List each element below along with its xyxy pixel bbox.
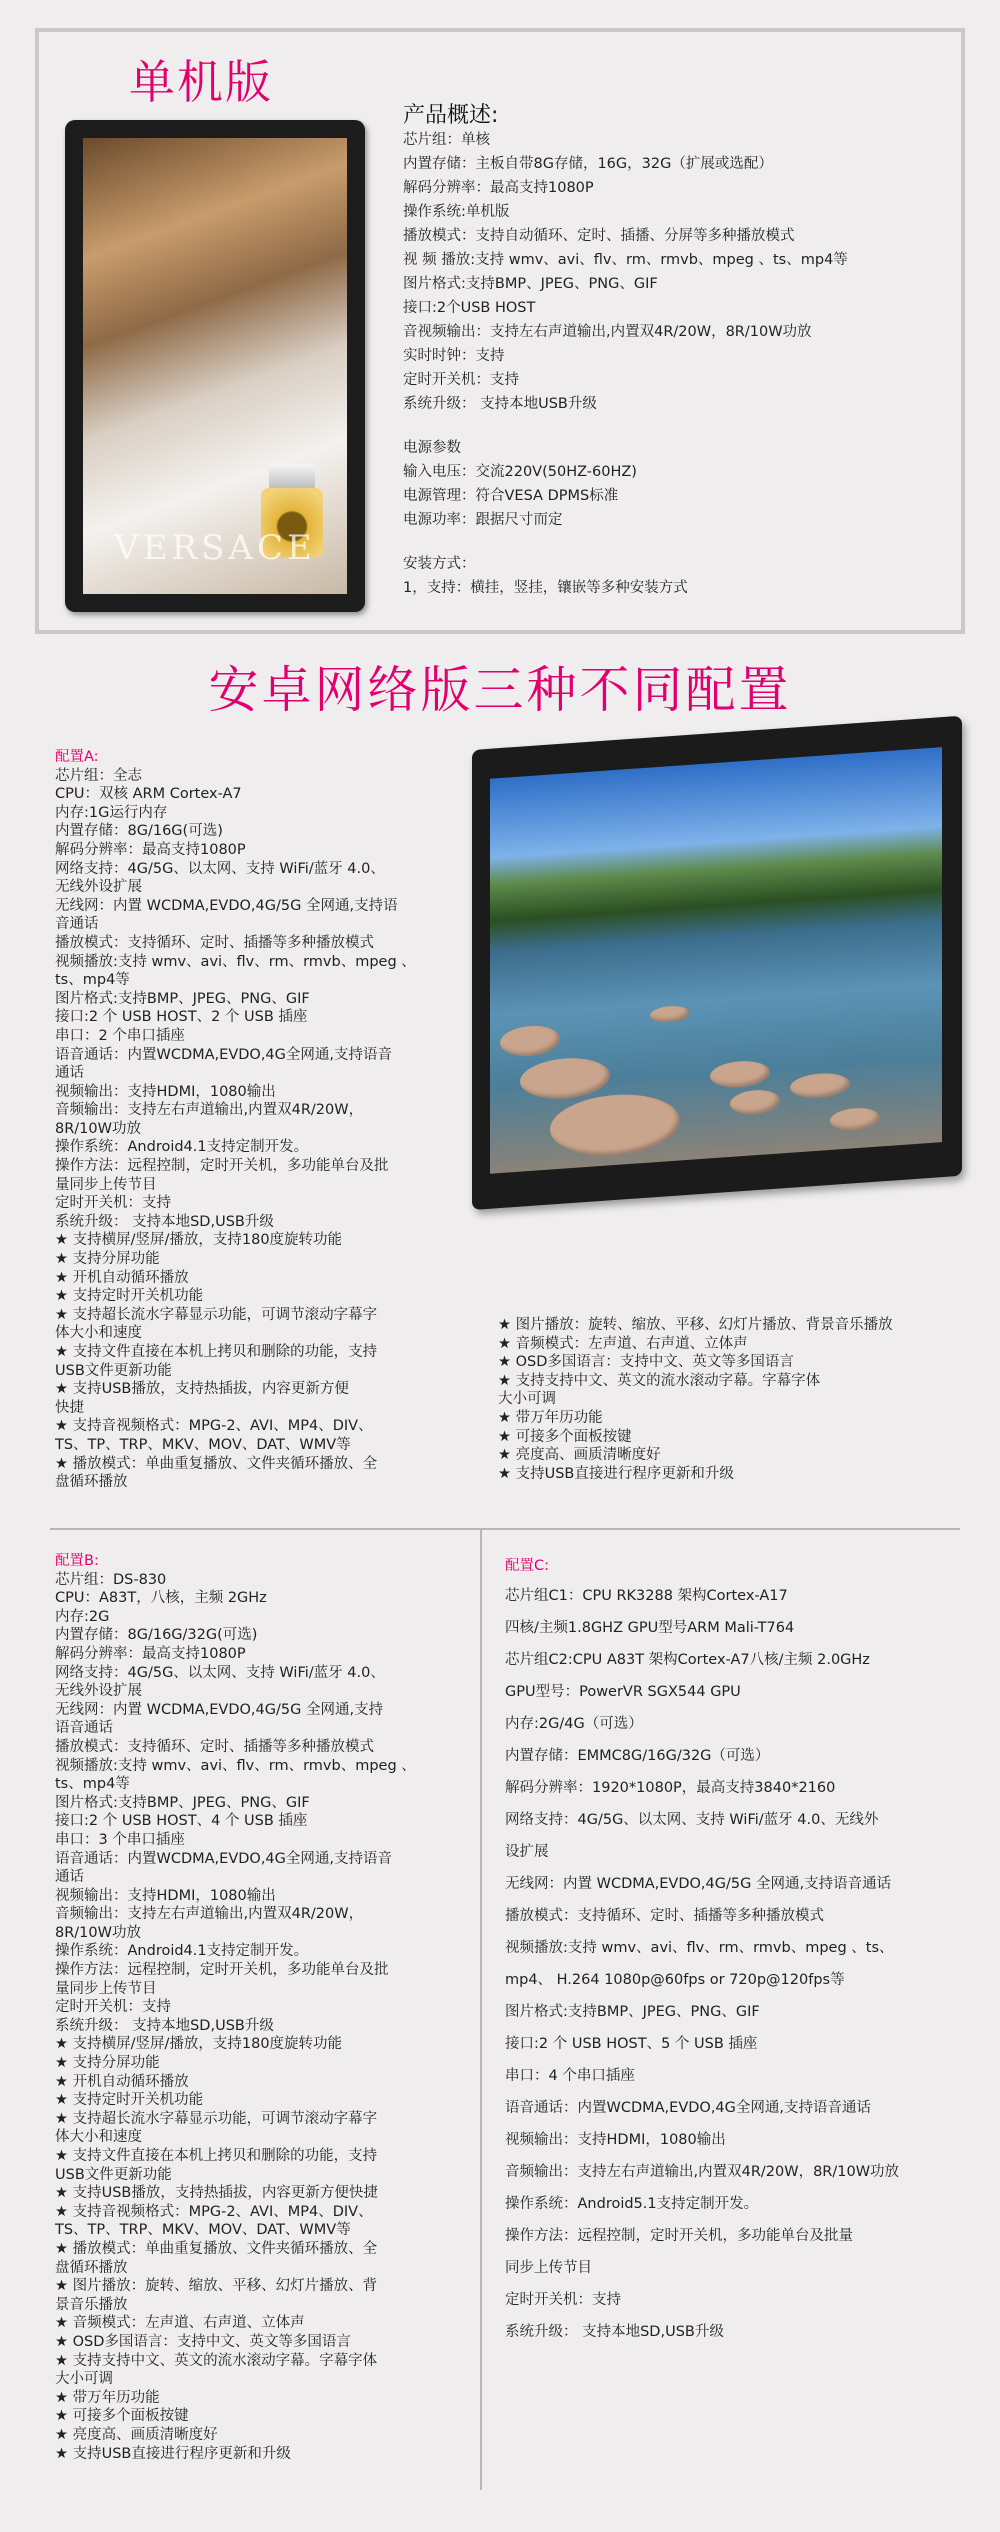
spec-line: 操作系统:单机版 [403,204,510,220]
standalone-title: 单机版 [129,55,273,109]
spec-line: 无线外设扩展 [55,879,142,896]
spec-line: ★ OSD多国语言：支持中文、英文等多国语言 [55,2333,351,2350]
power-line: 电源参数 [403,440,461,456]
spec-line: ★ 支持文件直接在本机上拷贝和删除的功能，支持 [55,1344,378,1360]
spec-line: 网络支持：4G/5G、以太网、支持 WiFi/蓝牙 4.0、 [55,860,385,877]
config-b-lines [55,1571,416,2464]
spec-line: 体大小和速度 [55,2129,142,2146]
lake-landscape-screen [490,747,942,1174]
perfume-ad-screen [83,138,347,594]
rock [730,1088,780,1115]
spec-line: 内存:2G [55,1608,110,1625]
spec-line: ★ 开机自动循环播放 [55,1269,189,1286]
spec-line: 语音通话：内置WCDMA,EVDO,4G全网通,支持语音 [55,1850,393,1867]
spec-line: 网络支持：4G/5G、以太网、支持 WiFi/蓝牙 4.0、 [55,1664,385,1681]
standalone-tablet-image [65,120,365,612]
spec-line: ★ 支持横屏/竖屏/播放，支持180度旋转功能 [55,2036,343,2053]
spec-line: 解码分辨率：最高支持1080P [55,841,246,858]
spec-line: 接口:2 个 USB HOST、5 个 USB 插座 [505,2036,758,2052]
spec-line: 内置存储：8G/16G/32G(可选) [55,1627,258,1644]
spec-line: USB文件更新功能 [55,2166,172,2183]
spec-line: ★ 支持USB播放，支持热插拔，内容更新方便快捷 [55,2185,378,2202]
spec-line: ★ 音频模式：左声道、右声道、立体声 [55,2315,305,2332]
spec-line: TS、TP、TRP、MKV、MOV、DAT、WMV等 [55,2222,351,2239]
install-line: 1，支持：横挂，竖挂，镶嵌等多种安装方式 [403,580,688,596]
spec-line: 盘循环播放 [55,2259,128,2276]
config-c-label: 配置C: [505,1558,550,1574]
spec-line: 快捷 [55,1399,84,1416]
spec-line: 网络支持：4G/5G、以太网、支持 WiFi/蓝牙 4.0、无线外 [505,1812,879,1828]
spec-line: CPU：双核 ARM Cortex-A7 [55,786,242,803]
spec-line: 盘循环播放 [55,1474,128,1491]
spec-line: 同步上传节目 [505,2260,592,2276]
spec-line: 实时时钟：支持 [403,348,505,364]
spec-line: 内置存储：EMMC8G/16G/32G（可选） [505,1748,770,1764]
spec-line: 芯片组C2:CPU A83T 架构Cortex-A7八核/主频 2.0GHz [505,1652,870,1668]
spec-line: GPU型号：PowerVR SGX544 GPU [505,1684,741,1700]
rock [830,1106,880,1131]
spec-line: 语音通话：内置WCDMA,EVDO,4G全网通,支持语音通话 [505,2100,872,2116]
spec-line: ★ 支持分屏功能 [55,1251,160,1268]
spec-line: 操作系统：Android5.1支持定制开发。 [505,2196,759,2212]
spec-line: ★ 支持音视频格式：MPG-2、AVI、MP4、DIV、 [55,1418,373,1435]
spec-line: 内存:1G运行内存 [55,804,168,821]
spec-line: 操作系统：Android4.1支持定制开发。 [55,1139,309,1156]
spec-line: 系统升级： 支持本地USB升级 [403,396,597,412]
config-b-label: 配置B: [55,1553,99,1569]
spec-line: 无线网：内置 WCDMA,EVDO,4G/5G 全网通,支持 [55,1701,384,1718]
spec-line: ★ 带万年历功能 [55,2389,160,2406]
spec-line: 播放模式：支持自动循环、定时、插播、分屏等多种播放模式 [403,228,795,244]
spec-line: 操作系统：Android4.1支持定制开发。 [55,1943,309,1960]
spec-line: ★ 亮度高、画质清晰度好 [498,1447,661,1464]
spec-line: 操作方法：远程控制，定时开关机，多功能单台及批 [55,1962,389,1979]
rock [550,1090,680,1159]
spec-line: 播放模式：支持循环、定时、插播等多种播放模式 [505,1908,824,1924]
spec-line: ★ 播放模式：单曲重复播放、文件夹循环播放、全 [55,1455,378,1472]
standalone-panel [35,28,965,634]
spec-line: 视频播放:支持 wmv、avi、flv、rm、rmvb、mpeg 、 [55,953,416,970]
config-a-label: 配置A: [55,749,99,765]
spec-line: 音频输出：支持左右声道输出,内置双4R/20W， [55,1906,364,1923]
spec-line: 内存:2G/4G（可选） [505,1716,643,1732]
spec-line: 芯片组：全志 [55,767,142,784]
spec-line: ts、mp4等 [55,972,130,989]
spec-line: 定时开关机：支持 [55,1999,171,2016]
spec-line: 景音乐播放 [55,2296,128,2313]
perfume-cap [269,464,315,490]
spec-line: ★ 支持支持中文、英文的流水滚动字幕。字幕字体 [55,2352,378,2369]
tablet-frame [472,716,962,1210]
spec-line: ★ 支持分屏功能 [55,2055,160,2072]
spec-line: 播放模式：支持循环、定时、插播等多种播放模式 [55,1738,374,1755]
rock [650,1005,690,1024]
spec-line: ★ 支持USB播放，支持热插拔，内容更新方便 [55,1381,349,1398]
spec-line: 系统升级： 支持本地SD,USB升级 [505,2324,724,2340]
spec-line: ★ 图片播放：旋转、缩放、平移、幻灯片播放、背景音乐播放 [498,1317,893,1333]
spec-line: ★ 可接多个面板按键 [55,2408,189,2425]
config-a-right-lines [498,1316,893,1483]
spec-line: ★ 亮度高、画质清晰度好 [55,2426,218,2443]
spec-line: ★ 音频模式：左声道、右声道、立体声 [498,1335,748,1352]
spec-line: 图片格式:支持BMP、JPEG、PNG、GIF [55,1794,310,1811]
spec-line: 大小可调 [55,2371,113,2388]
spec-line: ★ 开机自动循环播放 [55,2073,189,2090]
spec-line: 内置存储：主板自带8G存储，16G，32G（扩展或选配） [403,156,773,172]
spec-line: 接口:2个USB HOST [403,300,536,316]
spec-line: 视 频 播放:支持 wmv、avi、flv、rm、rmvb、mpeg 、ts、mp4等 [403,252,848,268]
android-tablet-image [472,750,962,1210]
spec-line: 8R/10W功放 [55,1924,141,1941]
spec-line: ★ 支持USB直接进行程序更新和升级 [55,2445,291,2462]
overview-title: 产品概述: [403,103,499,128]
config-b-list [55,1552,416,2463]
spec-line: 音频输出：支持左右声道输出,内置双4R/20W，8R/10W功放 [505,2164,900,2180]
spec-line: ★ 支持横屏/竖屏/播放，支持180度旋转功能 [55,1232,343,1249]
spec-line: 定时开关机：支持 [505,2292,621,2308]
spec-line: ★ 支持文件直接在本机上拷贝和删除的功能，支持 [55,2148,378,2164]
spec-line: ★ 带万年历功能 [498,1409,603,1426]
install-line: 安装方式： [403,556,476,572]
section-divider [50,1528,960,1530]
column-divider [480,1530,482,2490]
spec-line: 通话 [55,1065,84,1082]
spec-line: 芯片组：单核 [403,132,490,148]
android-title: 安卓网络版三种不同配置 [208,661,792,719]
spec-line: 视频输出：支持HDMI，1080输出 [55,1083,276,1100]
spec-line: 系统升级： 支持本地SD,USB升级 [55,2017,274,2034]
spec-line: 串口：4 个串口插座 [505,2068,635,2084]
spec-line: ★ 支持支持中文、英文的流水滚动字幕。字幕字体 [498,1372,821,1389]
spec-line: 体大小和速度 [55,1325,142,1342]
rock [520,1055,610,1101]
spec-line: 无线网：内置 WCDMA,EVDO,4G/5G 全网通,支持语音通话 [505,1876,892,1892]
rock [790,1072,850,1100]
spec-line: ★ 可接多个面板按键 [498,1428,632,1445]
spec-line: 语音通话 [55,1720,113,1737]
config-c-list [505,1552,899,2348]
spec-line: ★ OSD多国语言：支持中文、英文等多国语言 [498,1354,794,1371]
spec-line: ★ 支持定时开关机功能 [55,1288,204,1305]
spec-line: 解码分辨率：1920*1080P，最高支持3840*2160 [505,1780,836,1796]
spec-line: 量同步上传节目 [55,1980,157,1997]
spec-line: 串口：3 个串口插座 [55,1831,185,1848]
spec-line: ★ 支持超长流水字幕显示功能，可调节滚动字幕字 [55,1306,378,1323]
spec-line: 大小可调 [498,1391,556,1408]
spec-line: ★ 支持超长流水字幕显示功能，可调节滚动字幕字 [55,2110,378,2127]
config-c-lines [505,1580,899,2348]
power-line: 电源管理：符合VESA DPMS标准 [403,488,619,504]
spec-line: 系统升级： 支持本地SD,USB升级 [55,1213,274,1230]
spec-line: 语音通话：内置WCDMA,EVDO,4G全网通,支持语音 [55,1046,393,1063]
spec-line: ★ 支持定时开关机功能 [55,2092,204,2109]
spec-line: 接口:2 个 USB HOST、4 个 USB 插座 [55,1813,308,1830]
spec-line: 音视频输出：支持左右声道输出,内置双4R/20W，8R/10W功放 [403,324,812,340]
spec-line: 芯片组：DS-830 [55,1571,167,1588]
spec-line: 无线外设扩展 [55,1683,142,1700]
config-a-list [55,748,416,1492]
brand-logo: VERSACE [114,528,316,568]
spec-line: TS、TP、TRP、MKV、MOV、DAT、WMV等 [55,1436,351,1453]
spec-line: 设扩展 [505,1844,549,1860]
spec-line: 图片格式:支持BMP、JPEG、PNG、GIF [55,990,310,1007]
rock [710,1059,770,1089]
spec-line: USB文件更新功能 [55,1362,172,1379]
spec-line: mp4、 H.264 1080p@60fps or 720p@120fps等 [505,1972,845,1988]
spec-line: 解码分辨率：最高支持1080P [55,1645,246,1662]
spec-line: 8R/10W功放 [55,1120,141,1137]
spec-line: 音频输出：支持左右声道输出,内置双4R/20W， [55,1102,364,1119]
spec-line: 操作方法：远程控制，定时开关机，多功能单台及批 [55,1158,389,1175]
rock [500,1024,560,1058]
spec-line: 视频播放:支持 wmv、avi、flv、rm、rmvb、mpeg 、ts、 [505,1940,894,1956]
spec-line: 视频播放:支持 wmv、avi、flv、rm、rmvb、mpeg 、 [55,1757,416,1774]
spec-line: 芯片组C1：CPU RK3288 架构Cortex-A17 [505,1588,788,1604]
spec-line: 图片格式:支持BMP、JPEG、PNG、GIF [505,2004,760,2020]
spec-line: ★ 图片播放：旋转、缩放、平移、幻灯片播放、背 [55,2278,378,2295]
spec-line: 四核/主频1.8GHZ GPU型号ARM Mali-T764 [505,1620,795,1636]
spec-line: 接口:2 个 USB HOST、2 个 USB 插座 [55,1009,308,1026]
spec-line: ★ 支持USB直接进行程序更新和升级 [498,1465,734,1482]
spec-line: 图片格式:支持BMP、JPEG、PNG、GIF [403,276,658,292]
power-line: 输入电压：交流220V(50HZ-60HZ) [403,464,637,480]
power-line: 电源功率：跟据尺寸而定 [403,512,563,528]
config-a-lines [55,767,416,1492]
spec-line: 内置存储：8G/16G(可选) [55,823,223,840]
spec-line: ts、mp4等 [55,1776,130,1793]
spec-line: 无线网：内置 WCDMA,EVDO,4G/5G 全网通,支持语 [55,897,398,914]
spec-line: ★ 支持音视频格式：MPG-2、AVI、MP4、DIV、 [55,2203,373,2220]
spec-line: 串口：2 个串口插座 [55,1027,185,1044]
spec-line: CPU：A83T，八核，主频 2GHz [55,1590,267,1607]
spec-line: 量同步上传节目 [55,1176,157,1193]
spec-line: 音通话 [55,916,99,933]
spec-line: 视频输出：支持HDMI，1080输出 [55,1887,276,1904]
spec-line: 播放模式：支持循环、定时、插播等多种播放模式 [55,934,374,951]
spec-line: 视频输出：支持HDMI，1080输出 [505,2132,726,2148]
spec-line: 通话 [55,1869,84,1886]
spec-line: 解码分辨率：最高支持1080P [403,180,594,196]
spec-line: ★ 播放模式：单曲重复播放、文件夹循环播放、全 [55,2240,378,2257]
spec-line: 定时开关机：支持 [403,372,519,388]
spec-line: 操作方法：远程控制，定时开关机，多功能单台及批量 [505,2228,853,2244]
spec-line: 定时开关机：支持 [55,1195,171,1212]
